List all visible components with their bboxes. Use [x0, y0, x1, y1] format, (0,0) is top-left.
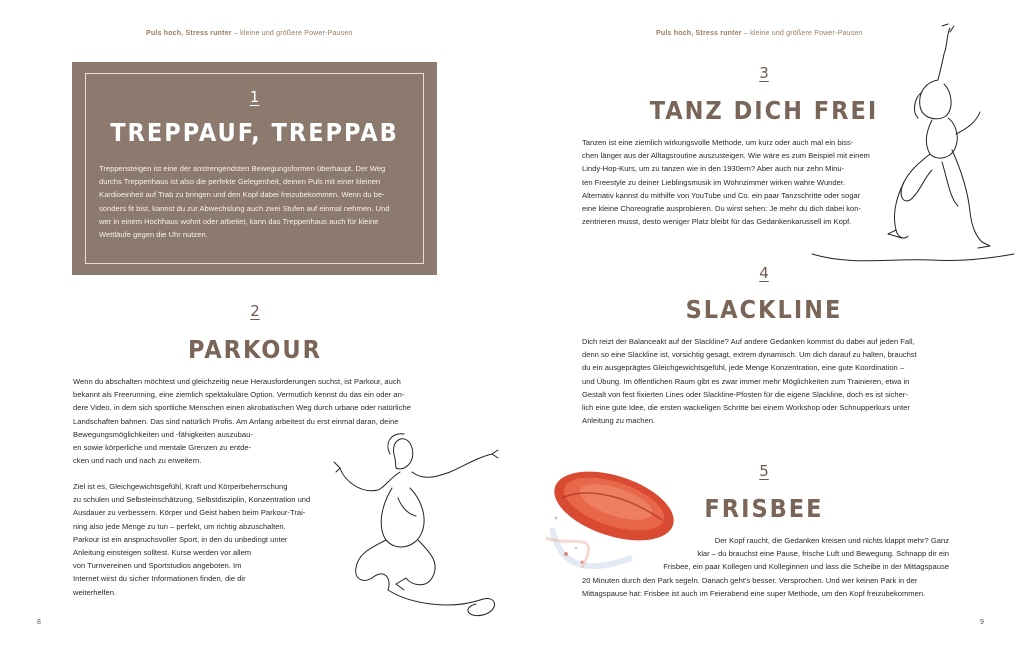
section-3-title: TANZ DICH FREI	[649, 96, 879, 125]
section-5-text: Der Kopf raucht, die Gedanken kreisen und nichts klappt mehr? Ganz klar – du brauchst eine Pause, frische Luft und Bewegung. Schnapp dir ein Frisbee, ein paar Kollegen und Kolleginnen und lass die Scheibe in der Mittagspause 20 Minuten durch den Park segeln. Danach geht's besser. Versprochen. Und wer keinen Park in der Mittagspause hat: Frisbee ist auch im Feierabend eine super Methode, um den Kopf freizubekommen.	[582, 536, 949, 598]
section-1-text: Treppensteigen ist eine der anstrengendsten Bewegungsformen überhaupt. Der Weg durchs Treppenhaus ist also die perfekte Gelegenheit, deinen Puls mit einer kleinen Kardioeinheit auf Trab zu bringen und den Kopf dabei freizubekommen. Wenn du be- sonders fit bist, kannst du zur Abwechslung auch zwei Stufen auf einmal nehmen. Und wer in einem Hochhaus wohnt oder arbeitet, kann das Treppenhaus auch für kleine Wettläufe gegen die Uhr nutzen.	[99, 164, 390, 240]
right-page	[510, 0, 1020, 657]
page-number-right: 9	[980, 619, 984, 626]
section-2-text-a: Wenn du abschalten möchtest und gleichzeitig neue Herausforderungen suchst, ist Parkour, auch bekannt als Freerunning, eine ziemlich spektakuläre Option. Vermutlich kennst du das ein oder an- dere Video, in dem sich sportliche Menschen einen akrobatischen Weg durch urbane oder natürliche Landschaften bahnen. Das sind natürlich Profis. Am Anfang arbeitest du erst einmal daran, deine Bewegungsmöglichkeiten und -fähigkeiten auszubau- en sowie körperliche und mentale Grenzen zu entde- cken und nach und nach zu erweitern.	[73, 377, 411, 466]
section-5-number: 5	[759, 462, 769, 480]
page-number-left: 8	[37, 619, 41, 626]
section-4-text: Dich reizt der Balanceakt auf der Slackline? Auf andere Gedanken kommst du dabei auf jeden Fall, denn so eine Slackline ist, vorsichtig gesagt, extrem dynamisch. Um dich darauf zu halten, brauchst du ein ausgeprägtes Gleichgewichtsgefühl, jede Menge Konzentration, eine gute Koordination – und Übung. Im öffentlichen Raum gibt es zwar immer mehr Möglichkeiten zum Trainieren, etwa in Gestalt von fest fixierten Lines oder Slackline-Pfosten für die eigene Slackline, doch es ist sicher- lich eine gute Idee, die ersten wackeligen Schritte bei einem Workshop oder Schnupperkurs unter Anleitung zu machen.	[582, 337, 917, 426]
section-5-title: FRISBEE	[704, 494, 824, 523]
section-3-number: 3	[759, 64, 769, 82]
running-header-left: Puls hoch, Stress runter – kleine und größere Power-Pausen	[146, 30, 353, 37]
section-1-title: TREPPAUF, TREPPAB	[110, 118, 399, 147]
parkour-jumper-illustration	[300, 428, 505, 623]
section-2-title: PARKOUR	[188, 335, 322, 364]
running-header-right: Puls hoch, Stress runter – kleine und größere Power-Pausen	[656, 30, 863, 37]
dancer-illustration	[792, 22, 1017, 267]
section-2-number: 2	[250, 302, 260, 320]
section-1-number: 1	[249, 88, 260, 106]
section-3-text: Tanzen ist eine ziemlich wirkungsvolle Methode, um kurz oder auch mal ein biss- chen länger aus der Alltagsroutine auszusteigen. Wie wäre es zum Beispiel mit einem Lindy-Hop-Kurs, um zu tanzen wie in den 1930ern? Aber auch nur zehn Minu- ten Freestyle zu deiner Lieblingsmusik im Wohnzimmer wirken wahre Wunder. Alternativ kannst du mithilfe von YouTube und Co. ein paar Tanzschritte oder sogar eine kleine Choreografie ausprobieren. Du wirst sehen: Je mehr du dich dabei kon- zentrieren musst, desto weniger Platz bleibt für das Gedankenkarussell im Kopf.	[582, 138, 870, 227]
section-4-title: SLACKLINE	[685, 295, 843, 324]
section-4-number: 4	[759, 264, 769, 282]
section-1-box	[72, 62, 437, 275]
section-2-text-b: Ziel ist es, Gleichgewichtsgefühl, Kraft und Körperbeherrschung zu schulen und Selbsteinschätzung, Selbstdisziplin, Konzentration und Ausdauer zu verbessern. Körper und Geist haben beim Parkour-Trai- ning also jede Menge zu tun – perfekt, um richtig abzuschalten. Parkour ist ein anspruchsvoller Sport, in den du unbedingt unter Anleitung einsteigen solltest. Kurse werden vor allem von Turnvereinen und Sportstudios angeboten. Im Internet wirst du sicher Informationen finden, die dir weiterhelfen.	[73, 482, 311, 597]
